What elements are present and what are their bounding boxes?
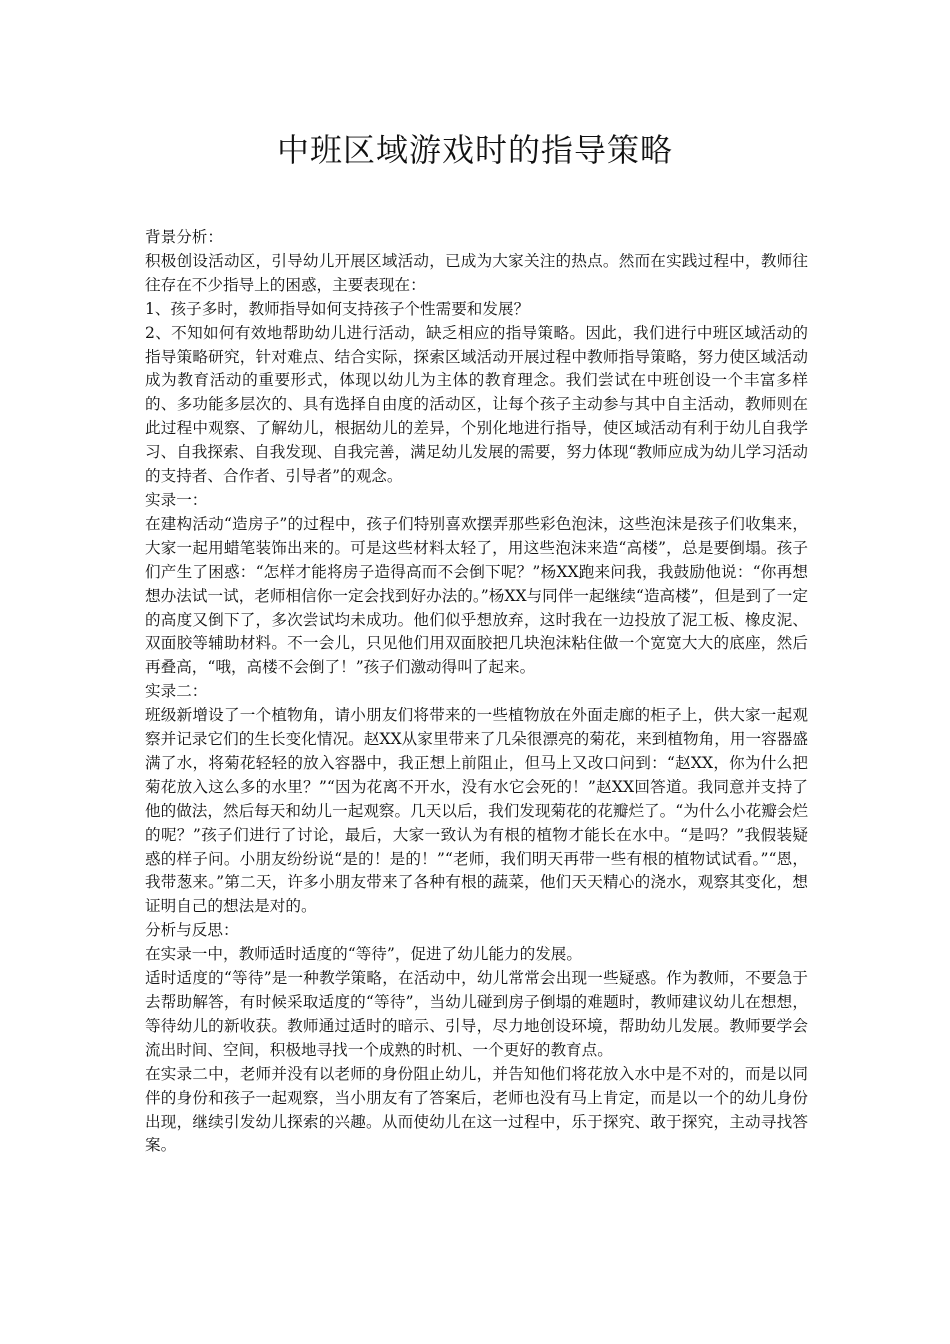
section-heading-record-2: 实录二： [145, 682, 208, 701]
document-title: 中班区域游戏时的指导策略 [276, 131, 673, 169]
paragraph-analysis-1: 在实录一中，教师适时适度的“等待”，促进了幼儿能力的发展。 [145, 945, 582, 964]
list-item-2: 2、不知如何有效地帮助幼儿进行活动，缺乏相应的指导策略。因此，我们进行中班区域活动的指导策略研究，针对难点、结合实际，探索区域活动开展过程中教师指导策略，努力使区域活动成为教育活动的重要形式，体现以幼儿为主体的教育理念。我们尝试在中班创设一个丰富多样的、多功能多层次的、具有选择自由度的活动区，让每个孩子主动参与其中自主活动，教师则在此过程中观察、了解幼儿，根据幼儿的差异，个别化地进行指导，使区域活动有利于幼儿自我学习、自我探索、自我发现、自我完善，满足幼儿发展的需要，努力体现“教师应成为幼儿学习活动的支持者、合作者、引导者”的观念。 [145, 323, 808, 486]
list-item-1: 1、孩子多时，教师指导如何支持孩子个性需要和发展？ [145, 299, 530, 318]
section-heading-analysis: 分析与反思： [145, 921, 239, 940]
document-body [145, 226, 808, 1158]
section-heading-background: 背景分析： [145, 228, 223, 246]
section-heading-record-1: 实录一： [145, 490, 208, 509]
paragraph-record-1: 在建构活动“造房子”的过程中，孩子们特别喜欢摆弄那些彩色泡沫，这些泡沫是孩子们收集来，大家一起用蜡笔装饰出来的。可是这些材料太轻了，用这些泡沫来造“高楼”，总是要倒塌。孩子们产生了困惑：“怎样才能将房子造得高而不会倒下呢？”杨XX跑来问我，我鼓励他说：“你再想想办法试一试，老师相信你一定会找到好办法的。”杨XX与同伴一起继续“造高楼”，但是到了一定的高度又倒下了，多次尝试均未成功。他们似乎想放弃，这时我在一边投放了泥工板、橡皮泥、双面胶等辅助材料。不一会儿，只见他们用双面胶把几块泡沫粘住做一个宽宽大大的底座，然后再叠高，“哦，高楼不会倒了！”孩子们激动得叫了起来。 [145, 514, 808, 677]
paragraph-record-2: 班级新增设了一个植物角，请小朋友们将带来的一些植物放在外面走廊的柜子上，供大家一起观察并记录它们的生长变化情况。赵XX从家里带来了几朵很漂亮的菊花，来到植物角，用一容器盛满了水，将菊花轻轻的放入容器中，我正想上前阻止，但马上又改口问到：“赵XX，你为什么把菊花放入这么多的水里？”“因为花离不开水，没有水它会死的！”赵XX回答道。我同意并支持了他的做法，然后每天和幼儿一起观察。几天以后，我们发现菊花的花瓣烂了。“为什么小花瓣会烂的呢？”孩子们进行了讨论，最后，大家一致认为有根的植物才能长在水中。“是吗？”我假装疑惑的样子问。小朋友纷纷说“是的！是的！”“老师，我们明天再带一些有根的植物试试看。”“恩，我带葱来。”第二天，许多小朋友带来了各种有根的蔬菜，他们天天精心的浇水，观察其变化，想证明自己的想法是对的。 [145, 706, 808, 916]
paragraph-intro: 积极创设活动区，引导幼儿开展区域活动，已成为大家关注的热点。然而在实践过程中，教师往往存在不少指导上的困惑，主要表现在： [145, 251, 808, 294]
paragraph-analysis-3: 在实录二中，老师并没有以老师的身份阻止幼儿，并告知他们将花放入水中是不对的，而是以同伴的身份和孩子一起观察，当小朋友有了答案后，老师也没有马上肯定，而是以一个的幼儿身份出现，继续引发幼儿探索的兴趣。从而使幼儿在这一过程中，乐于探究、敢于探究，主动寻找答案。 [145, 1064, 808, 1155]
paragraph-analysis-2: 适时适度的“等待”是一种教学策略，在活动中，幼儿常常会出现一些疑惑。作为教师，不要急于去帮助解答，有时候采取适度的“等待”，当幼儿碰到房子倒塌的难题时，教师建议幼儿在想想，等待幼儿的新收获。教师通过适时的暗示、引导，尽力地创设环境，帮助幼儿发展。教师要学会流出时间、空间，积极地寻找一个成熟的时机、一个更好的教育点。 [145, 969, 808, 1059]
